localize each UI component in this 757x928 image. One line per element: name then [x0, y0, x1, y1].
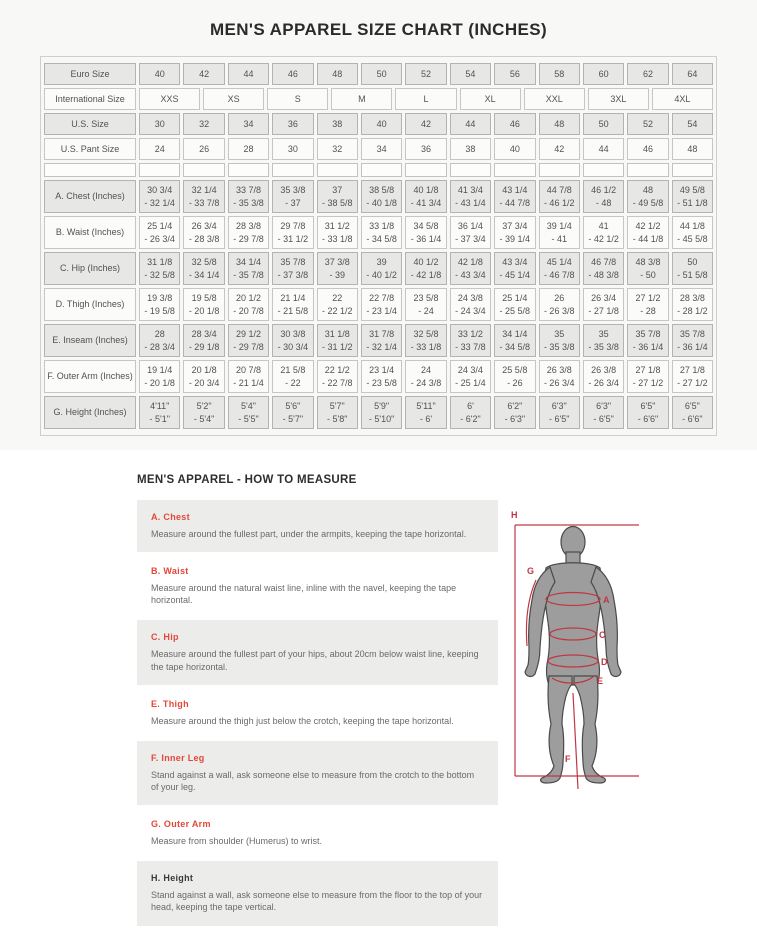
- size-cell: [272, 163, 313, 177]
- size-cell: 20 7/8 - 21 1/4: [228, 360, 269, 393]
- size-cell: 19 5/8 - 20 1/8: [183, 288, 224, 321]
- size-cell: 6'5" - 6'6": [627, 396, 668, 429]
- size-cell: XXL: [524, 88, 585, 110]
- measure-item-text: Stand against a wall, ask someone else to measure from the crotch to the bottom of your leg.: [151, 769, 475, 792]
- size-cell: 32 1/4 - 33 7/8: [183, 180, 224, 213]
- size-cell: 56: [494, 63, 535, 85]
- size-cell: 21 5/8 - 22: [272, 360, 313, 393]
- measure-item-g-outer-arm: [137, 807, 498, 859]
- size-cell: 5'2" - 5'4": [183, 396, 224, 429]
- size-cell: 40: [361, 113, 402, 135]
- row-label: U.S. Pant Size: [44, 138, 136, 160]
- size-cell: 3XL: [588, 88, 649, 110]
- size-cell: L: [395, 88, 456, 110]
- size-cell: 58: [539, 63, 580, 85]
- size-cell: 41 3/4 - 43 1/4: [450, 180, 491, 213]
- size-cell: 35 7/8 - 36 1/4: [672, 324, 713, 357]
- size-cell: 4XL: [652, 88, 713, 110]
- size-cell: 40 1/2 - 42 1/8: [405, 252, 446, 285]
- size-cell: 6'2" - 6'3": [494, 396, 535, 429]
- measure-item-text: Measure from shoulder (Humerus) to wrist.: [151, 836, 323, 847]
- row-label: B. Waist (Inches): [44, 216, 136, 249]
- body-silhouette-diagram: [502, 504, 660, 804]
- size-cell: 36: [272, 113, 313, 135]
- size-cell: 29 7/8 - 31 1/2: [272, 216, 313, 249]
- size-cell: 31 1/2 - 33 1/8: [317, 216, 358, 249]
- size-cell: 35 7/8 - 36 1/4: [627, 324, 668, 357]
- size-cell: [494, 163, 535, 177]
- size-cell: 6' - 6'2": [450, 396, 491, 429]
- size-cell: 50: [583, 113, 624, 135]
- row-label: C. Hip (Inches): [44, 252, 136, 285]
- size-cell: 48 - 49 5/8: [627, 180, 668, 213]
- size-cell: [450, 163, 491, 177]
- size-cell: 33 7/8 - 35 3/8: [228, 180, 269, 213]
- size-cell: 42 1/2 - 44 1/8: [627, 216, 668, 249]
- size-cell: 39 - 40 1/2: [361, 252, 402, 285]
- size-cell: 24: [139, 138, 180, 160]
- size-cell: S: [267, 88, 328, 110]
- measure-item-text: Stand against a wall, ask someone else to measure from the floor to the top of your head, keeping the tape vertical.: [151, 890, 483, 913]
- size-cell: M: [331, 88, 392, 110]
- measure-item-label: B. Waist: [151, 566, 189, 577]
- size-cell: 46 7/8 - 48 3/8: [583, 252, 624, 285]
- size-cell: [405, 163, 446, 177]
- table-row-e-inseam-inches: [44, 324, 713, 357]
- size-cell: 46 1/2 - 48: [583, 180, 624, 213]
- row-label: International Size: [44, 88, 136, 110]
- table-row-u-s-size: [44, 113, 713, 135]
- size-cell: 32 5/8 - 33 1/8: [405, 324, 446, 357]
- size-cell: [228, 163, 269, 177]
- size-cell: 26 3/4 - 27 1/8: [583, 288, 624, 321]
- size-cell: 32 5/8 - 34 1/4: [183, 252, 224, 285]
- size-cell: 44: [228, 63, 269, 85]
- size-cell: 21 1/4 - 21 5/8: [272, 288, 313, 321]
- size-cell: 34 1/4 - 34 5/8: [494, 324, 535, 357]
- size-cell: 27 1/8 - 27 1/2: [627, 360, 668, 393]
- size-cell: 6'5" - 6'6": [672, 396, 713, 429]
- size-cell: 44 1/8 - 45 5/8: [672, 216, 713, 249]
- size-cell: 48: [672, 138, 713, 160]
- figure-label-outer-arm: G: [527, 566, 535, 576]
- size-cell: 33 1/8 - 34 5/8: [361, 216, 402, 249]
- size-cell: 39 1/4 - 41: [539, 216, 580, 249]
- figure-label-chest: A: [603, 595, 610, 605]
- row-label: A. Chest (Inches): [44, 180, 136, 213]
- table-row-g-height-inches: [44, 396, 713, 429]
- size-cell: 24 3/4 - 25 1/4: [450, 360, 491, 393]
- size-cell: 35 7/8 - 37 3/8: [272, 252, 313, 285]
- measure-item-f-inner-leg: [137, 741, 498, 805]
- size-cell: 6'3" - 6'5": [583, 396, 624, 429]
- measurement-figure: [502, 474, 660, 928]
- size-cell: [672, 163, 713, 177]
- size-cell: 37 - 38 5/8: [317, 180, 358, 213]
- size-cell: 28 3/8 - 28 1/2: [672, 288, 713, 321]
- size-cell: 48 3/8 - 50: [627, 252, 668, 285]
- size-cell: 28 3/4 - 29 1/8: [183, 324, 224, 357]
- size-cell: 5'7" - 5'8": [317, 396, 358, 429]
- size-cell: 26 3/4 - 28 3/8: [183, 216, 224, 249]
- how-to-measure-title: MEN'S APPAREL - HOW TO MEASURE: [137, 474, 357, 486]
- measure-item-text: Measure around the thigh just below the crotch, keeping the tape horizontal.: [151, 715, 454, 726]
- size-cell: 27 1/2 - 28: [627, 288, 668, 321]
- table-row-international-size: [44, 88, 713, 110]
- figure-label-thigh: E: [597, 676, 604, 686]
- size-cell: 22 7/8 - 23 1/4: [361, 288, 402, 321]
- table-row-b-waist-inches: [44, 216, 713, 249]
- size-cell: 46: [272, 63, 313, 85]
- size-cell: 48: [317, 63, 358, 85]
- size-cell: [183, 163, 224, 177]
- measure-item-label: E. Thigh: [151, 698, 189, 709]
- size-cell: 30 3/8 - 30 3/4: [272, 324, 313, 357]
- size-cell: 35 3/8 - 37: [272, 180, 313, 213]
- measure-item-label: F. Inner Leg: [151, 752, 205, 763]
- figure-label-inner-leg: F: [565, 754, 571, 764]
- size-cell: 40 1/8 - 41 3/4: [405, 180, 446, 213]
- row-label: D. Thigh (Inches): [44, 288, 136, 321]
- size-cell: 26: [183, 138, 224, 160]
- size-cell: 43 3/4 - 45 1/4: [494, 252, 535, 285]
- size-cell: 54: [672, 113, 713, 135]
- row-label: Euro Size: [44, 63, 136, 85]
- size-cell: 62: [627, 63, 668, 85]
- size-cell: 54: [450, 63, 491, 85]
- measure-item-a-chest: [137, 500, 498, 552]
- size-cell: 48: [539, 113, 580, 135]
- size-cell: 64: [672, 63, 713, 85]
- size-cell: 22 - 22 1/2: [317, 288, 358, 321]
- figure-label-waist: C: [599, 630, 606, 640]
- measure-item-c-hip: [137, 620, 498, 684]
- measure-item-label: C. Hip: [151, 632, 179, 643]
- size-cell: 34: [361, 138, 402, 160]
- size-cell: 44: [450, 113, 491, 135]
- size-cell: 45 1/4 - 46 7/8: [539, 252, 580, 285]
- size-cell: 28 3/8 - 29 7/8: [228, 216, 269, 249]
- row-label: U.S. Size: [44, 113, 136, 135]
- size-cell: 38: [317, 113, 358, 135]
- size-cell: XXS: [139, 88, 200, 110]
- size-cell: 36: [405, 138, 446, 160]
- size-cell: 40: [139, 63, 180, 85]
- size-cell: 28 - 28 3/4: [139, 324, 180, 357]
- size-cell: 30: [272, 138, 313, 160]
- size-cell: 4'11" - 5'1": [139, 396, 180, 429]
- size-cell: [139, 163, 180, 177]
- size-cell: 37 3/4 - 39 1/4: [494, 216, 535, 249]
- measure-item-label: H. Height: [151, 873, 194, 884]
- size-cell: 34 5/8 - 36 1/4: [405, 216, 446, 249]
- size-cell: [627, 163, 668, 177]
- table-row-f-outer-arm-inches: [44, 360, 713, 393]
- size-cell: 36 1/4 - 37 3/4: [450, 216, 491, 249]
- size-cell: 42 1/8 - 43 3/4: [450, 252, 491, 285]
- size-cell: 33 1/2 - 33 7/8: [450, 324, 491, 357]
- size-cell: [583, 163, 624, 177]
- figure-label-height: H: [511, 510, 518, 520]
- size-cell: 42: [183, 63, 224, 85]
- size-cell: 24 3/8 - 24 3/4: [450, 288, 491, 321]
- size-cell: 42: [539, 138, 580, 160]
- size-cell: 31 7/8 - 32 1/4: [361, 324, 402, 357]
- size-cell: 5'11" - 6': [405, 396, 446, 429]
- inner-leg-line: [573, 693, 578, 789]
- how-to-measure-section: [0, 450, 757, 928]
- size-cell: 42: [405, 113, 446, 135]
- size-cell: 28: [228, 138, 269, 160]
- table-row-empty: [44, 163, 713, 177]
- row-label: G. Height (Inches): [44, 396, 136, 429]
- size-cell: 19 3/8 - 19 5/8: [139, 288, 180, 321]
- size-chart-table: [40, 56, 717, 436]
- size-cell: 5'4" - 5'5": [228, 396, 269, 429]
- size-cell: 43 1/4 - 44 7/8: [494, 180, 535, 213]
- size-cell: 32: [317, 138, 358, 160]
- table-row-a-chest-inches: [44, 180, 713, 213]
- size-cell: 25 1/4 - 25 5/8: [494, 288, 535, 321]
- measure-item-text: Measure around the natural waist line, inline with the navel, keeping the tape horizontal.: [151, 583, 457, 606]
- page-title: MEN'S APPAREL SIZE CHART (INCHES): [209, 20, 548, 39]
- size-cell: XL: [460, 88, 521, 110]
- size-cell: 46: [494, 113, 535, 135]
- size-cell: 38 5/8 - 40 1/8: [361, 180, 402, 213]
- table-row-euro-size: [44, 63, 713, 85]
- size-cell: [361, 163, 402, 177]
- size-cell: [317, 163, 358, 177]
- measure-instruction-list: [137, 500, 498, 926]
- figure-label-hip: D: [601, 657, 608, 667]
- size-cell: 52: [627, 113, 668, 135]
- size-cell: 60: [583, 63, 624, 85]
- table-row-c-hip-inches: [44, 252, 713, 285]
- measure-item-e-thigh: [137, 687, 498, 739]
- size-cell: [539, 163, 580, 177]
- size-cell: 30: [139, 113, 180, 135]
- size-cell: 26 3/8 - 26 3/4: [583, 360, 624, 393]
- size-cell: 40: [494, 138, 535, 160]
- size-cell: 5'6" - 5'7": [272, 396, 313, 429]
- size-cell: 31 1/8 - 32 5/8: [139, 252, 180, 285]
- size-cell: 34 1/4 - 35 7/8: [228, 252, 269, 285]
- size-cell: 50: [361, 63, 402, 85]
- size-cell: 30 3/4 - 32 1/4: [139, 180, 180, 213]
- size-cell: 41 - 42 1/2: [583, 216, 624, 249]
- measure-item-label: A. Chest: [151, 512, 190, 522]
- measure-item-b-waist: [137, 554, 498, 618]
- size-cell: 19 1/4 - 20 1/8: [139, 360, 180, 393]
- size-cell: 22 1/2 - 22 7/8: [317, 360, 358, 393]
- size-chart-section: [0, 0, 757, 450]
- size-cell: 46: [627, 138, 668, 160]
- size-cell: 44: [583, 138, 624, 160]
- size-cell: 23 1/4 - 23 5/8: [361, 360, 402, 393]
- size-cell: 49 5/8 - 51 1/8: [672, 180, 713, 213]
- size-cell: 24 - 24 3/8: [405, 360, 446, 393]
- size-cell: 31 1/8 - 31 1/2: [317, 324, 358, 357]
- measure-item-text: Measure around the fullest part of your hips, about 20cm below waist line, keeping the tape horizontal.: [151, 649, 479, 672]
- size-cell: 25 1/4 - 26 3/4: [139, 216, 180, 249]
- size-cell: 5'9" - 5'10": [361, 396, 402, 429]
- table-row-d-thigh-inches: [44, 288, 713, 321]
- size-cell: 50 - 51 5/8: [672, 252, 713, 285]
- size-cell: 52: [405, 63, 446, 85]
- measure-item-h-height: [137, 861, 498, 925]
- size-cell: 25 5/8 - 26: [494, 360, 535, 393]
- size-cell: XS: [203, 88, 264, 110]
- size-cell: 20 1/8 - 20 3/4: [183, 360, 224, 393]
- table-row-u-s-pant-size: [44, 138, 713, 160]
- measure-item-text: Measure around the fullest part, under the armpits, keeping the tape horizontal.: [151, 529, 467, 539]
- size-cell: 26 3/8 - 26 3/4: [539, 360, 580, 393]
- size-cell: 20 1/2 - 20 7/8: [228, 288, 269, 321]
- size-cell: 6'3" - 6'5": [539, 396, 580, 429]
- size-cell: 27 1/8 - 27 1/2: [672, 360, 713, 393]
- row-label: [44, 163, 136, 177]
- size-cell: 29 1/2 - 29 7/8: [228, 324, 269, 357]
- row-label: F. Outer Arm (Inches): [44, 360, 136, 393]
- size-cell: 44 7/8 - 46 1/2: [539, 180, 580, 213]
- size-cell: 35 - 35 3/8: [539, 324, 580, 357]
- size-cell: 35 - 35 3/8: [583, 324, 624, 357]
- size-cell: 32: [183, 113, 224, 135]
- measure-item-label: G. Outer Arm: [151, 819, 211, 830]
- size-cell: 23 5/8 - 24: [405, 288, 446, 321]
- size-cell: 34: [228, 113, 269, 135]
- size-cell: 26 - 26 3/8: [539, 288, 580, 321]
- row-label: E. Inseam (Inches): [44, 324, 136, 357]
- size-cell: 37 3/8 - 39: [317, 252, 358, 285]
- size-cell: 38: [450, 138, 491, 160]
